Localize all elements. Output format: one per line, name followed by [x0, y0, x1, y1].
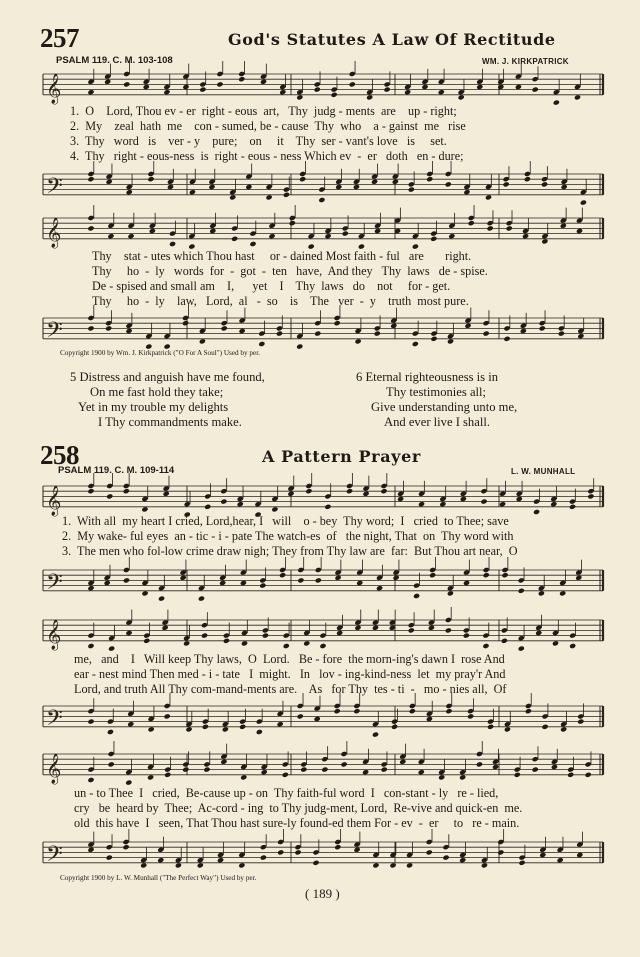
lyric-line: old this have I seen, That Thou hast sure-ly found-ed them For - ev - er to re - main. [74, 816, 520, 830]
music-staff-bass [0, 562, 640, 612]
verse-line: Give understanding unto me, [371, 400, 518, 414]
lyric-line: 2. My wake- ful eyes an - tic - i - pate The watch-es of the night, That on Thy word with [62, 529, 514, 543]
verse-line: Yet in my trouble my delights [78, 400, 229, 414]
copyright-notice: Copyright 1900 by L. W. Munhall ("The Perfect Way") Used by per. [60, 874, 257, 882]
lyric-line: Thy ho - ly law, Lord, al - so is The ver - y truth most pure. [92, 294, 469, 308]
meter-label: PSALM 119. C. M. 103-108 [56, 55, 173, 66]
lyric-line: 3. Thy word is ver - y pure; on it Thy ser - vant's love is set. [70, 134, 447, 148]
svg-text:𝄢: 𝄢 [46, 173, 63, 204]
svg-text:𝄢: 𝄢 [46, 841, 63, 872]
svg-text:𝄞: 𝄞 [46, 217, 62, 248]
verse-line: Thy testimonies all; [386, 385, 487, 399]
svg-text:𝄞: 𝄞 [46, 753, 62, 784]
lyric-line: Thy stat - utes which Thou hast or - dained Most faith - ful are right. [92, 249, 472, 263]
lyric-line: Thy ho - ly words for - got - ten have, And they Thy laws de - spise. [92, 264, 488, 278]
verse-line: And ever live I shall. [384, 415, 490, 429]
hymn-title: A Pattern Prayer [262, 447, 421, 466]
svg-text:𝄢: 𝄢 [46, 569, 63, 600]
hymn-number: 258 [40, 440, 79, 470]
svg-text:𝄢: 𝄢 [46, 317, 63, 348]
hymn-title: God's Statutes A Law Of Rectitude [228, 30, 556, 49]
verse-line: On me fast hold they take; [90, 385, 224, 399]
lyric-line: 3. The men who fol-low crime draw nigh; They from Thy law are far: But Thou art near, O [62, 544, 518, 558]
verse-line: 6 Eternal righteousness is in [356, 370, 499, 384]
hymn-number: 257 [40, 23, 79, 53]
music-staff-bass [0, 698, 640, 748]
svg-text:𝄞: 𝄞 [46, 619, 62, 650]
lyric-line: 4. Thy right - eous-ness is right - eous - ness Which ev - er doth en - dure; [70, 149, 464, 163]
meter-label: PSALM 119. C. M. 109-114 [58, 465, 175, 476]
lyric-line: Lord, and truth All Thy com-mand-ments are. As for Thy tes - ti - mo - nies all, Of [74, 682, 507, 696]
lyric-line: cry be heard by Thee; Ac-cord - ing to Thy judg-ment, Lord, Re-vive and quick-en me. [74, 801, 523, 815]
composer-label: L. W. MUNHALL [511, 467, 576, 476]
verse-line: 5 Distress and anguish have me found, [70, 370, 265, 384]
music-staff-bass [0, 166, 640, 216]
composer-label: WM. J. KIRKPATRICK [482, 57, 569, 66]
svg-text:𝄢: 𝄢 [46, 705, 63, 736]
lyric-line: 2. My zeal hath me con - sumed, be - cause Thy who a - gainst me rise [70, 119, 466, 133]
page-number: ( 189 ) [305, 886, 340, 901]
lyric-line: De - spised and small am I, yet I Thy laws do not for - get. [92, 279, 451, 293]
copyright-notice: Copyright 1900 by Wm. J. Kirkpatrick ("O For A Soul") Used by per. [60, 349, 260, 357]
lyric-line: 1. With all my heart I cried, Lord,hear, I will o - bey Thy word; I cried to Thee; save [62, 514, 509, 528]
lyric-line: me, and I Will keep Thy laws, O Lord. Be - fore the morn-ing's dawn I rose And [74, 652, 505, 666]
verse-line: I Thy commandments make. [98, 415, 242, 429]
lyric-line: ear - nest mind Then med - i - tate I might. In lov - ing-kind-ness let my pray'r And [74, 667, 506, 681]
lyric-line: 1. O Lord, Thou ev - er right - eous art, Thy judg - ments are up - right; [70, 104, 457, 118]
svg-text:𝄞: 𝄞 [46, 73, 62, 104]
lyric-line: un - to Thee I cried, Be-cause up - on Thy faith-ful word I con-stant - ly re - lied, [74, 786, 499, 800]
svg-text:𝄞: 𝄞 [46, 485, 62, 516]
